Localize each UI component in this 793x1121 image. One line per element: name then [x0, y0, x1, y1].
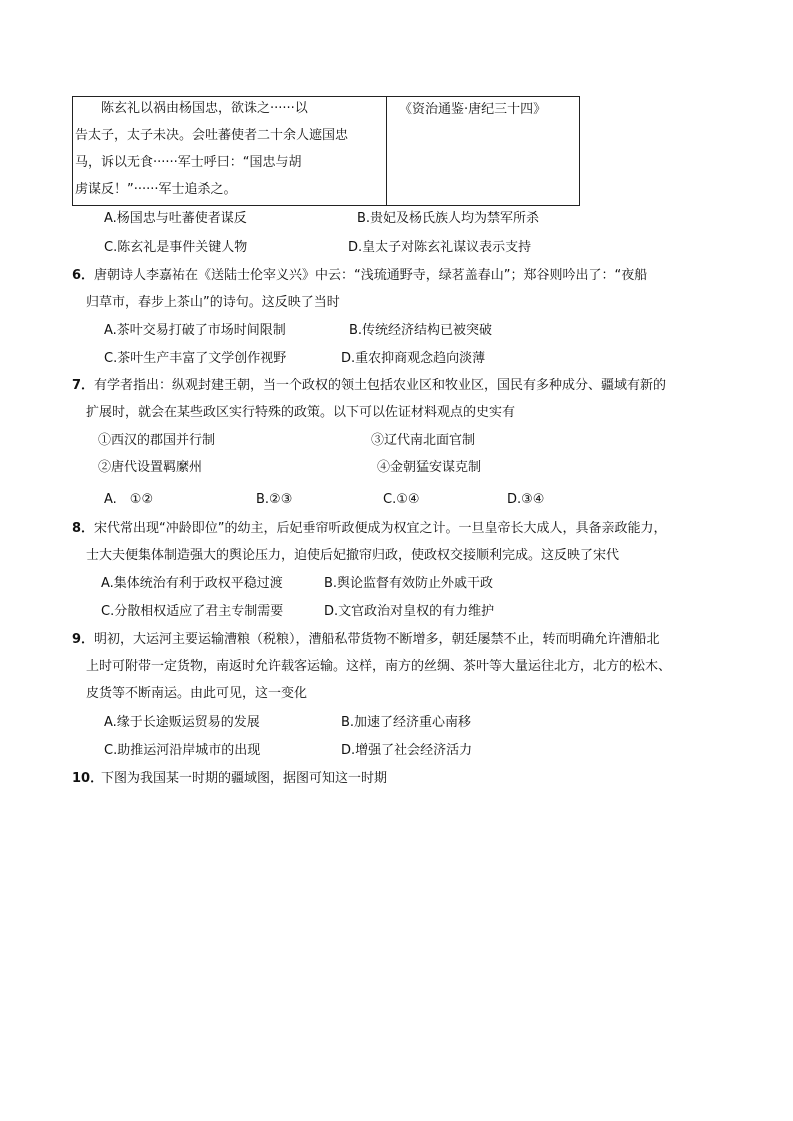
table-source: 《资治通鉴·唐纪三十四》: [399, 102, 547, 117]
q8-stem-line: 宋代常出现“冲龄即位”的幼主，后妃垂帘听政便成为权宜之计。一旦皇帝长大成人，具备亲政能力，: [94, 521, 667, 536]
q9-option-c: C.助推运河沿岸城市的出现: [104, 743, 261, 758]
q7-stem-line: 有学者指出：纵观封建王朝，当一个政权的领土包括农业区和牧业区，国民有多种成分、疆域有新的: [94, 378, 667, 393]
q6-number: 6．: [72, 268, 95, 283]
table-text-line: 虏谋反！”······军士追杀之。: [75, 182, 237, 197]
q10-number: 10．: [72, 771, 104, 786]
q8-option-c: C.分散相权适应了君主专制需要: [101, 604, 284, 619]
q9-option-d: D.增强了社会经济活力: [341, 743, 473, 758]
q5-option-c: C.陈玄礼是事件关键人物: [104, 240, 248, 255]
q7-item-3: ③辽代南北面官制: [371, 433, 476, 448]
q6-option-b: B.传统经济结构已被突破: [349, 323, 493, 338]
table-text-line: 马，诉以无食······军士呼曰：“国忠与胡: [75, 155, 302, 170]
q7-number: 7．: [72, 378, 95, 393]
q7-option-d: D.③④: [507, 492, 545, 507]
q8-stem-line: 士大夫便集体制造强大的舆论压力，迫使后妃撤帘归政，使政权交接顺利完成。这反映了宋代: [86, 548, 620, 563]
q9-option-a: A.缘于长途贩运贸易的发展: [104, 715, 260, 730]
q6-option-d: D.重农抑商观念趋向淡薄: [341, 351, 486, 366]
source-table: [72, 96, 580, 206]
table-text-line: 陈玄礼以祸由杨国忠，欲诛之······以: [75, 101, 308, 116]
q5-option-a: A.杨国忠与吐蕃使者谋反: [104, 211, 247, 226]
table-divider: [386, 97, 387, 205]
q9-stem-line: 上时可附带一定货物，南返时允许载客运输。这样，南方的丝绸、茶叶等大量运往北方，北方的松木、: [86, 659, 672, 674]
q9-stem-line: 皮货等不断南运。由此可见，这一变化: [86, 686, 308, 701]
q6-stem-line: 归草市，春步上茶山”的诗句。这反映了当时: [86, 295, 340, 310]
q7-stem-line: 扩展时，就会在某些政区实行特殊的政策。以下可以佐证材料观点的史实有: [86, 405, 516, 420]
q10-stem: 下图为我国某一时期的疆域图，据图可知这一时期: [101, 771, 388, 786]
q5-option-b: B.贵妃及杨氏族人均为禁军所杀: [357, 211, 540, 226]
q5-option-d: D.皇太子对陈玄礼谋议表示支持: [348, 240, 532, 255]
q7-item-4: ④金朝猛安谋克制: [377, 460, 482, 475]
q7-option-b: B.②③: [256, 492, 293, 507]
q9-option-b: B.加速了经济重心南移: [341, 715, 472, 730]
q8-option-a: A.集体统治有利于政权平稳过渡: [101, 576, 283, 591]
q6-option-c: C.茶叶生产丰富了文学创作视野: [104, 351, 287, 366]
q7-option-c: C.①④: [383, 492, 420, 507]
table-text-line: 告太子，太子未决。会吐蕃使者二十余人遮国忠: [75, 128, 349, 143]
q7-item-2: ②唐代设置羁縻州: [98, 460, 203, 475]
q8-option-d: D.文官政治对皇权的有力维护: [324, 604, 495, 619]
q6-stem-line: 唐朝诗人李嘉祐在《送陆士伦宰义兴》中云：“浅琉通野寺，绿茗盖春山”；郑谷则吟出了：“夜船: [94, 268, 648, 283]
q6-option-a: A.茶叶交易打破了市场时间限制: [104, 323, 286, 338]
q9-stem-line: 明初，大运河主要运输漕粮（税粮），漕船私带货物不断增多，朝廷屡禁不止，转而明确允许漕船北: [94, 632, 660, 647]
q8-number: 8．: [72, 521, 95, 536]
q8-option-b: B.舆论监督有效防止外戚干政: [324, 576, 494, 591]
q7-option-a: A. ①②: [104, 492, 154, 507]
q7-item-1: ①西汉的郡国并行制: [98, 433, 216, 448]
q9-number: 9．: [72, 632, 95, 647]
